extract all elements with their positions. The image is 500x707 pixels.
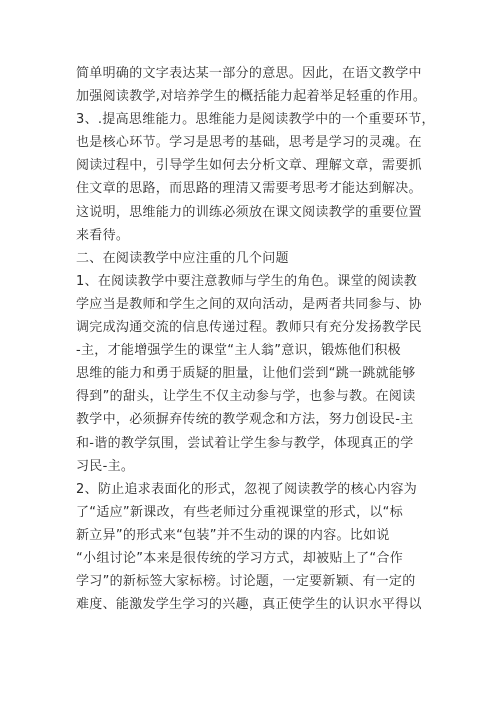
text-line: 来看待。	[76, 227, 130, 243]
text-line: 学习”的新标签大家标榜。讨论题，一定要新颖、有一定的	[76, 574, 416, 590]
section-heading: 二、在阅读教学中应注重的几个问题	[76, 250, 289, 266]
text-line: 1、在阅读教学中要注意教师与学生的角色。课堂的阅读教	[76, 273, 418, 289]
text-line: 3、.提高思维能力。思维能力是阅读教学中的一个重要环节，	[76, 112, 435, 128]
text-line: 得到”的甜头，让学生不仅主动参与学，也参与教。在阅读	[76, 389, 416, 405]
text-line: 也是核心环节。学习是思考的基础，思考是学习的灵魂。在	[76, 135, 422, 151]
text-line: 学应当是教师和学生之间的双向活动，是两者共同参与、协	[76, 296, 422, 312]
text-line: 习民-主。	[76, 458, 135, 474]
text-line: -主，才能增强学生的课堂“主人翁”意识，锻炼他们积极	[76, 343, 401, 359]
text-line: 这说明，思维能力的训练必须放在课文阅读教学的重要位置	[76, 204, 422, 220]
text-line: 新立异”的形式来“包装”并不生动的课的内容。比如说	[76, 527, 390, 543]
text-line: 和-谐的教学氛围，尝试着让学生参与教学，体现真正的学	[76, 435, 414, 451]
document-body	[76, 62, 446, 616]
text-line: 了“适应”新课改，有些老师过分重视课堂的形式，以“标	[76, 504, 404, 520]
text-line: 调完成沟通交流的信息传递过程。教师只有充分发扬教学民	[76, 320, 422, 336]
text-line: 简单明确的文字表达某一部分的意思。因此，在语文教学中	[76, 66, 422, 81]
text-line: 住文章的思路，而思路的理清又需要考思考才能达到解决。	[76, 181, 422, 197]
text-line: “小组讨论”本来是很传统的学习方式，却被贴上了“合作	[76, 550, 404, 566]
text-line: 2、防止追求表面化的形式，忽视了阅读教学的核心内容为	[76, 481, 418, 497]
text-line: 难度、能激发学生学习的兴趣，真正使学生的认识水平得以	[76, 597, 422, 613]
text-line: 加强阅读教学,对培养学生的概括能力起着举足轻重的作用。	[76, 89, 427, 105]
text-line: 思维的能力和勇于质疑的胆量，让他们尝到“跳一跳就能够	[76, 366, 416, 382]
text-line: 教学中，必须摒弃传统的教学观念和方法，努力创设民-主	[76, 412, 414, 428]
text-line: 阅读过程中，引导学生如何去分析文章、理解文章，需要抓	[76, 158, 422, 174]
